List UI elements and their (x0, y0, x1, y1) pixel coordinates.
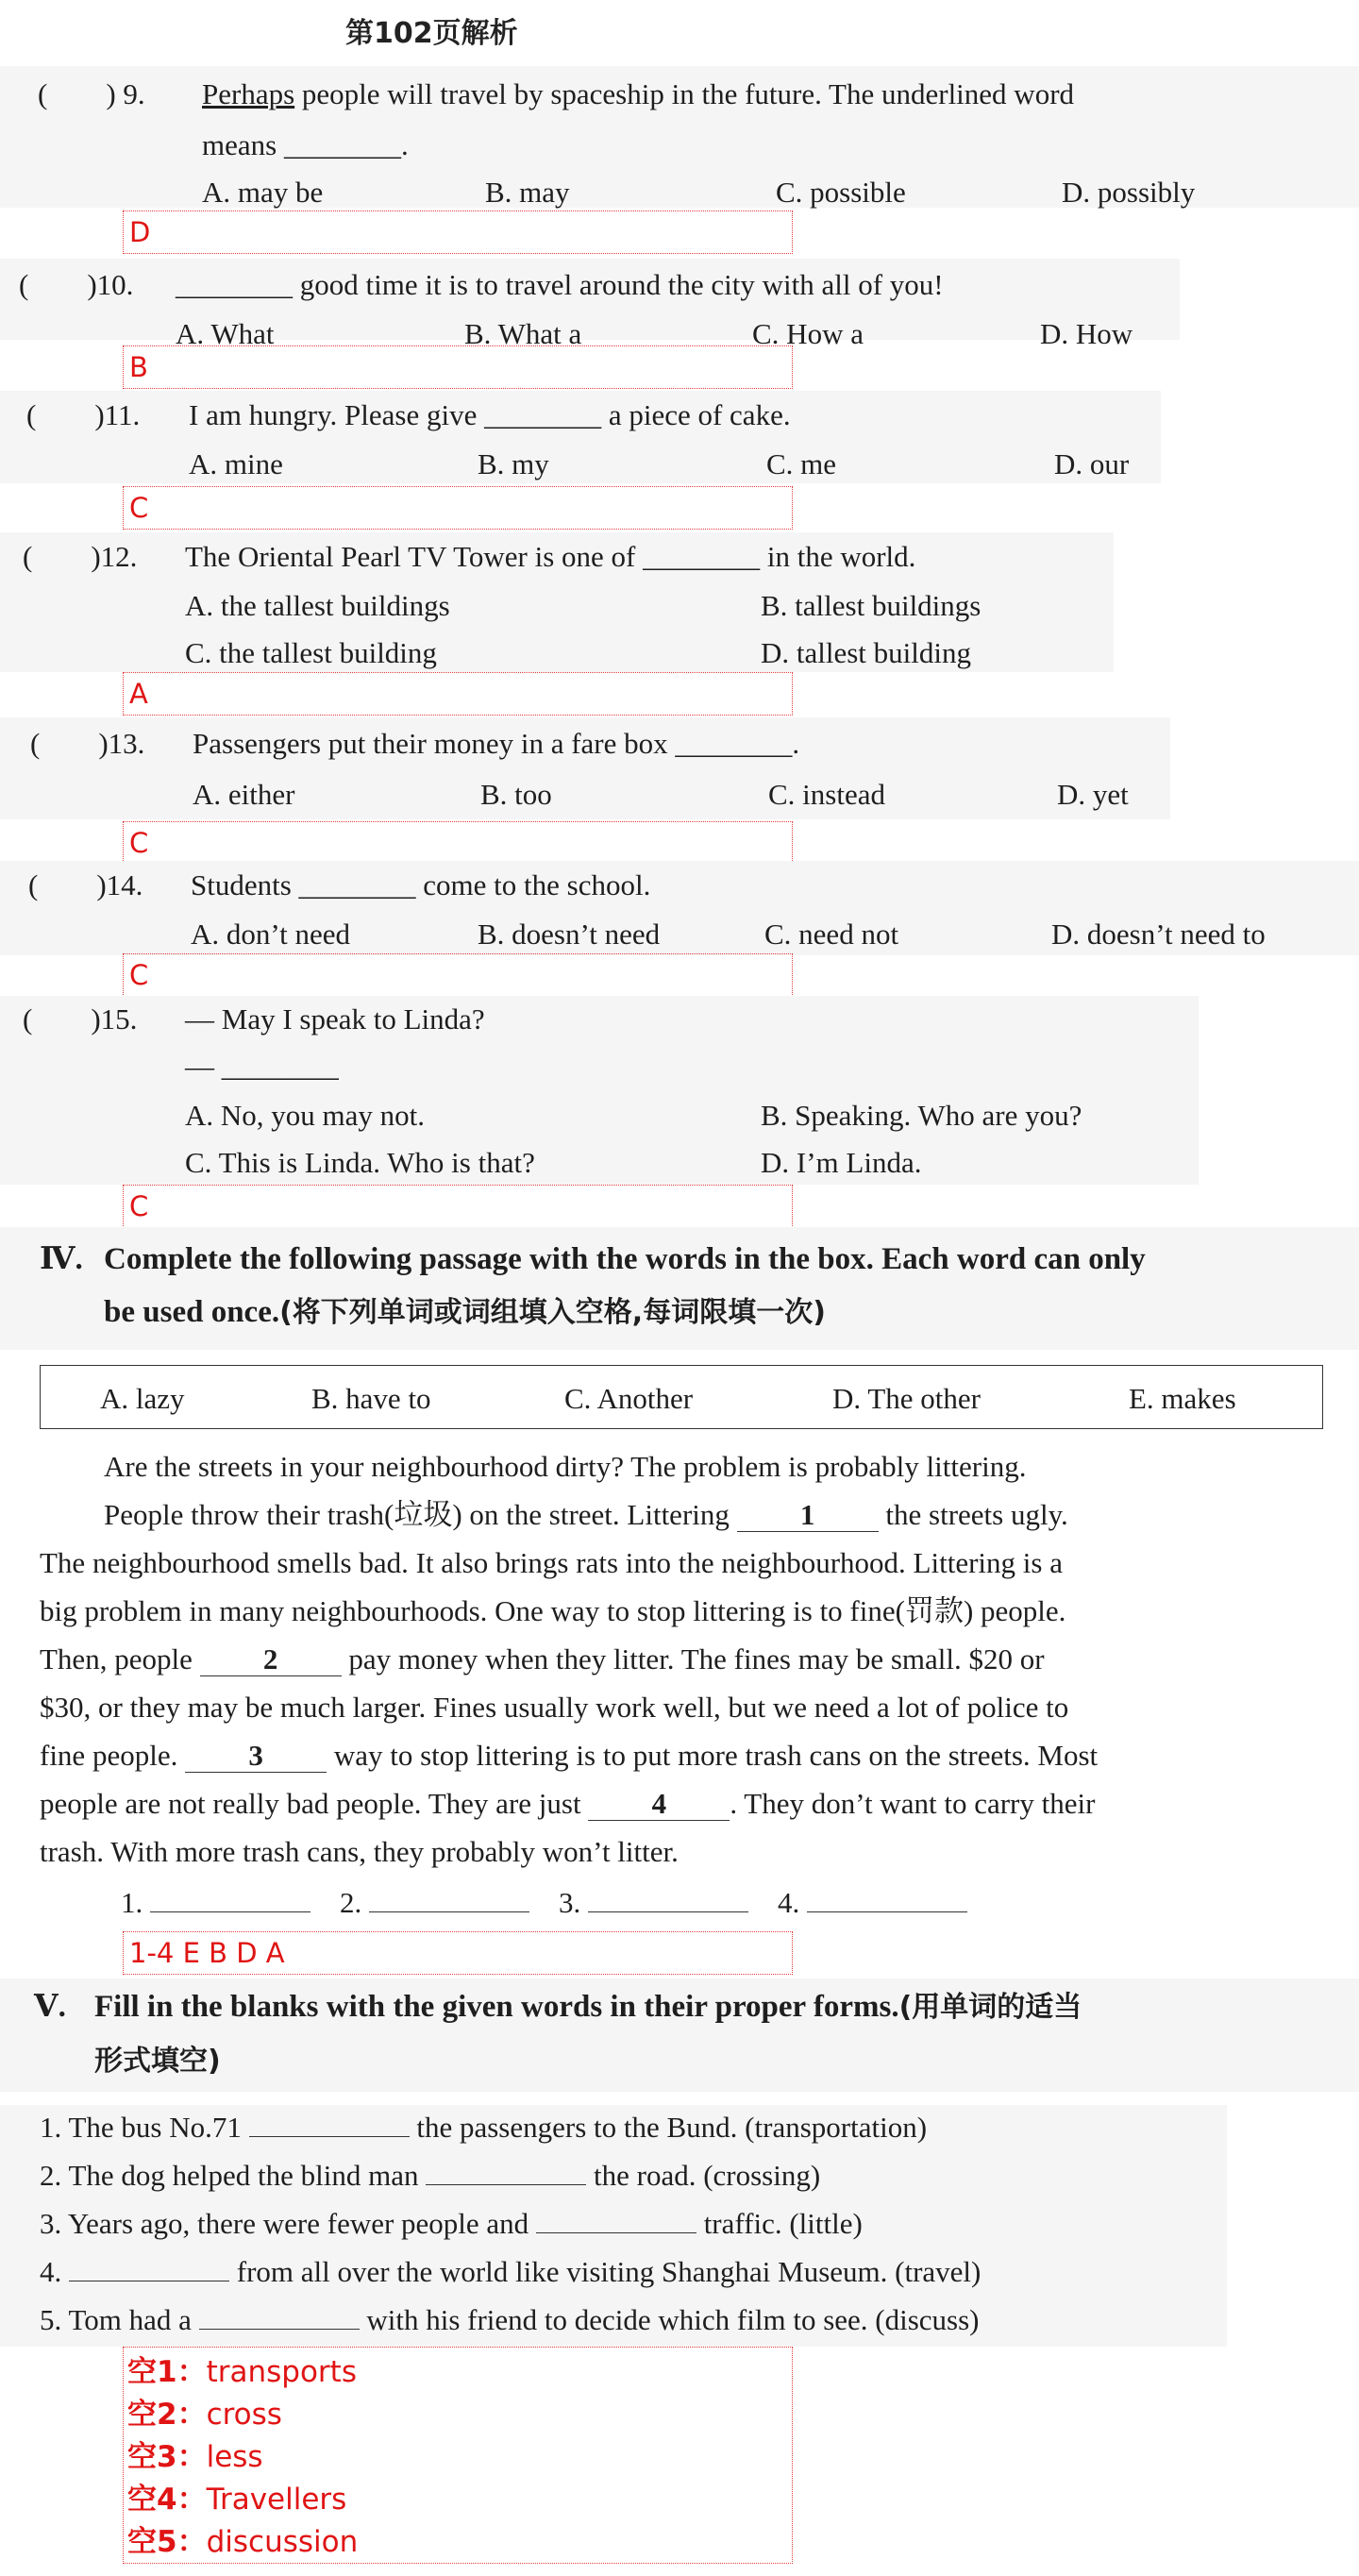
question-12-prefix: ( )12. (23, 540, 138, 573)
answer-5: 空5：discussion (127, 2525, 359, 2559)
option-b: B. tallest buildings (761, 589, 982, 622)
option-a: A. No, you may not. (185, 1099, 426, 1132)
question-15-stem-line2: — ________ (185, 1050, 339, 1083)
question-15-prefix: ( )15. (23, 1002, 138, 1035)
option-d: D. doesn’t need to (1051, 918, 1266, 951)
answer-3: 空3：less (127, 2440, 263, 2474)
option-b: B. may (485, 176, 570, 209)
passage-line-3: The neighbourhood smells bad. It also brings rats into the neighbourhood. Littering is a (40, 1546, 1063, 1579)
answer-box-11: C (123, 486, 793, 530)
option-c: C. How a (752, 317, 864, 350)
option-a: A. the tallest buildings (185, 589, 450, 622)
question-9-stem: Perhaps people will travel by spaceship in the future. The underlined word (202, 77, 1075, 110)
question-10-stem: ________ good time it is to travel around the city with all of you! (176, 268, 944, 301)
fill-item-1: 1. The bus No.71 the passengers to the Bund. (transportation) (40, 2103, 927, 2151)
option-c: C. need not (764, 918, 899, 951)
option-d: D. possibly (1062, 176, 1196, 209)
word-option-e: E. makes (1129, 1382, 1236, 1415)
passage-blank-4: 4 (588, 1788, 730, 1821)
section-4-heading-line2: be used once.(将下列单词或词组填入空格,每词限填一次) (104, 1295, 826, 1329)
option-d: D. How (1040, 317, 1133, 350)
answer-box-14: C (123, 953, 793, 997)
word-option-c: C. Another (564, 1382, 694, 1415)
fill-item-3: 3. Years ago, there were fewer people and traffic. (little) (40, 2199, 863, 2248)
answer-box-15: C (123, 1185, 793, 1228)
page-title: 第102页解析 (345, 17, 518, 50)
option-c: C. possible (776, 176, 906, 209)
section-5-heading-line1: Fill in the blanks with the given words in their proper forms.(用单词的适当 (94, 1990, 1082, 2024)
answer-box-10: B (123, 345, 793, 389)
answer-box-12: A (123, 672, 793, 716)
passage-line-2: People throw their trash(垃圾) on the street. Littering 1 the streets ugly. (104, 1498, 1068, 1531)
option-d: D. tallest building (761, 636, 972, 669)
question-11-stem: I am hungry. Please give ________ a piece of cake. (189, 398, 791, 431)
question-9-prefix: ( ) 9. (38, 77, 145, 110)
option-b: B. What a (464, 317, 582, 350)
answer-box-section-5 (123, 2347, 793, 2564)
question-13-stem: Passengers put their money in a fare box ________. (193, 727, 800, 760)
fill-item-5: 5. Tom had a with his friend to decide which film to see. (discuss) (40, 2296, 980, 2344)
question-14-stem: Students ________ come to the school. (191, 868, 651, 901)
answer-box-section-4: 1-4 E B D A (123, 1931, 793, 1975)
option-c: C. the tallest building (185, 636, 437, 669)
question-12-stem: The Oriental Pearl TV Tower is one of ________ in the world. (185, 540, 916, 573)
option-b: B. my (478, 447, 549, 480)
passage-line-1: Are the streets in your neighbourhood dirty? The problem is probably littering. (104, 1450, 1027, 1483)
fill-item-4: 4. from all over the world like visiting Shanghai Museum. (travel) (40, 2248, 981, 2296)
section-4-heading-line1: Complete the following passage with the words in the box. Each word can only (104, 1242, 1146, 1276)
option-c: C. me (766, 447, 837, 480)
option-c: C. This is Linda. Who is that? (185, 1146, 535, 1179)
passage-line-9: trash. With more trash cans, they probably won’t litter. (40, 1835, 679, 1868)
word-option-b: B. have to (311, 1382, 431, 1415)
option-a: A. What (176, 317, 275, 350)
option-d: D. yet (1057, 778, 1129, 811)
option-b: B. doesn’t need (478, 918, 661, 951)
passage-line-7: fine people. 3 way to stop littering is to put more trash cans on the streets. Most (40, 1739, 1099, 1772)
section-5-heading-line2: 形式填空) (94, 2045, 221, 2078)
option-d: D. our (1054, 447, 1130, 480)
passage-line-4: big problem in many neighbourhoods. One way to stop littering is to fine(罚款) people. (40, 1594, 1066, 1627)
passage-blank-2: 2 (200, 1643, 342, 1676)
answer-box-9: D (123, 210, 793, 254)
question-14-prefix: ( )14. (28, 868, 143, 901)
option-a: A. don’t need (191, 918, 351, 951)
option-c: C. instead (768, 778, 885, 811)
option-a: A. may be (202, 176, 324, 209)
option-b: B. too (480, 778, 552, 811)
passage-line-6: $30, or they may be much larger. Fines usually work well, but we need a lot of police to (40, 1691, 1069, 1724)
passage-blank-3: 3 (185, 1740, 327, 1773)
answer-line: 1. 2. 3. 4. (121, 1878, 967, 1927)
option-b: B. Speaking. Who are you? (761, 1099, 1082, 1132)
passage-line-8: people are not really bad people. They are just 4 . They don’t want to carry their (40, 1787, 1096, 1820)
section-5-numeral: Ⅴ. (34, 1990, 66, 2024)
passage-blank-1: 1 (737, 1499, 879, 1532)
option-a: A. mine (189, 447, 283, 480)
question-15-stem: — May I speak to Linda? (185, 1002, 485, 1035)
answer-2: 空2：cross (127, 2398, 282, 2432)
word-option-a: A. lazy (100, 1382, 185, 1415)
section-4-numeral: Ⅳ. (40, 1242, 83, 1276)
answer-4: 空4：Travellers (127, 2483, 347, 2517)
option-a: A. either (193, 778, 295, 811)
option-d: D. I’m Linda. (761, 1146, 922, 1179)
answer-1: 空1：transports (127, 2355, 357, 2389)
underlined-word: Perhaps (202, 77, 295, 110)
question-10-prefix: ( )10. (19, 268, 134, 301)
word-option-d: D. The other (832, 1382, 981, 1415)
passage-line-5: Then, people 2 pay money when they litter. The fines may be small. $20 or (40, 1642, 1045, 1675)
question-13-prefix: ( )13. (30, 727, 145, 760)
fill-item-2: 2. The dog helped the blind man the road. (crossing) (40, 2151, 820, 2199)
answer-box-13: C (123, 821, 793, 865)
question-9-stem-line2: means ________. (202, 128, 409, 161)
question-11-prefix: ( )11. (26, 398, 141, 431)
